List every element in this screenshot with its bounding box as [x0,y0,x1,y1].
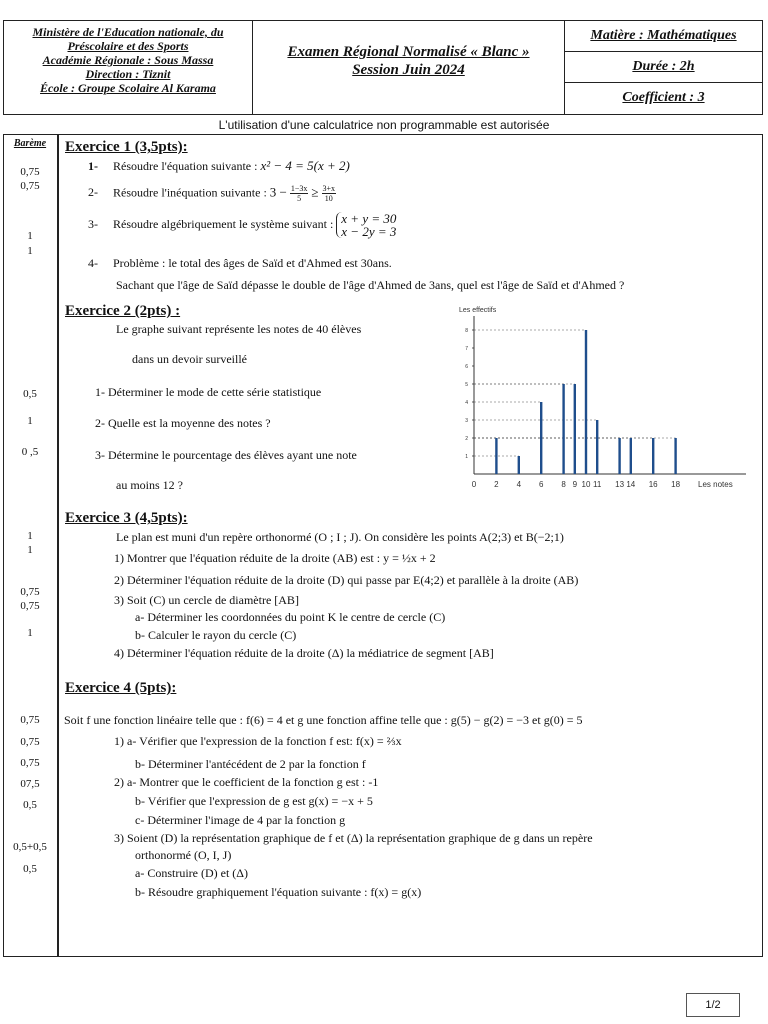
ex1-question-3 [88,212,396,238]
system-equation-2: x − 2y = 3 [341,224,397,239]
institution-box [3,20,253,115]
mark: 1 [27,544,33,556]
fraction-denominator: 10 [324,194,333,203]
inequality-sign: ≥ [311,184,319,200]
mark: 0,75 [20,586,40,598]
ex3-intro: Le plan est muni d'un repère orthonormé (O ; I ; J). On considère les points A(2;3) et B(−2;1) [116,530,564,544]
ex4-question-1b: b- Déterminer l'antécédent de 2 par la fonction f [135,757,366,771]
y-tick-labels [465,328,474,460]
institution-line: Ministère de l'Education nationale, du [32,25,224,39]
ex4-question-1a: 1) a- Vérifier que l'expression de la fonction f est: f(x) = ⅔x [114,734,402,748]
duration-cell [565,52,762,83]
question-text: Résoudre l'inéquation suivante : [113,185,267,200]
mark: 07,5 [20,778,40,790]
x-tick-label: 6 [538,480,544,489]
mark: 0,75 [20,714,40,726]
x-tick-label: 2 [494,480,499,489]
coefficient-label: Coefficient : 3 [622,90,705,105]
mark: 0,5 [23,863,37,875]
ex4-question-3a: a- Construire (D) et (Δ) [135,866,249,880]
ex3-question-4: 4) Déterminer l'équation réduite de la droite (Δ) la médiatrice de segment [AB] [114,646,494,660]
duration-label: Durée : 2h [632,59,695,74]
mark: 1 [27,245,33,257]
exam-session: Session Juin 2024 [352,62,465,78]
ex1-question-1 [88,158,350,174]
mark: 0,75 [20,736,40,748]
y-tick-label: 7 [465,346,468,352]
x-tick-label: 13 [615,480,625,489]
ex4-intro: Soit f une fonction linéaire telle que : f(6) = 4 et g une fonction affine telle que : g(5) − g(2) = −3 et g(0) = 5 [64,713,583,727]
ex1-question-2 [88,184,336,203]
exam-title: Examen Régional Normalisé « Blanc » [287,44,530,60]
y-tick-label: 4 [465,400,468,406]
mark: 0 ,5 [21,446,39,458]
mark: 0,75 [20,757,40,769]
ex2-intro-1: Le graphe suivant représente les notes de 40 élèves [116,322,362,336]
exercise-4-title: Exercice 4 (5pts): [65,680,177,696]
mark: 0,75 [20,600,40,612]
question-text: Résoudre l'équation suivante : [113,159,258,173]
subject-cell [565,21,762,52]
x-tick-label: 0 [471,480,477,489]
x-tick-label: 16 [648,480,658,489]
exam-info-box [565,20,763,115]
x-tick-label: 11 [593,480,602,489]
equation-system [336,212,396,238]
ex3-question-3: 3) Soit (C) un cercle de diamètre [AB] [114,593,299,607]
grades-bar-chart [450,302,750,494]
ex1-question-4 [88,256,392,271]
ex2-question-2: 2- Quelle est la moyenne des notes ? [95,416,271,430]
subject-label: Matière : Mathématiques [590,28,737,43]
fraction-numerator: 3+x [322,184,336,193]
ex3-question-3a: a- Déterminer les coordonnées du point K le centre de cercle (C) [135,610,446,624]
x-tick-label: 9 [572,480,578,489]
question-number: 2- [88,185,98,200]
ex4-question-3-cont: orthonormé (O, I, J) [135,848,232,862]
x-tick-label: 14 [626,480,636,489]
mark: 1 [27,230,33,242]
mark: 0,75 [20,166,40,178]
ex1-question-4-cont: Sachant que l'âge de Saïd dépasse le double de l'âge d'Ahmed de 3ans, quel est l'âge de Saïd et d'Ahmed ? [116,278,625,292]
exercise-3-title: Exercice 3 (4,5pts): [65,510,188,526]
ex2-question-1: 1- Déterminer le mode de cette série statistique [95,385,322,399]
x-tick-label: 8 [561,480,566,489]
mark: 0,5 [23,799,37,811]
exercise-2-title: Exercice 2 (2pts) : [65,303,181,319]
y-tick-label: 8 [465,328,468,334]
y-axis-label: Les effectifs [459,307,497,314]
question-text: Problème : le total des âges de Saïd et d'Ahmed est 30ans. [113,256,392,270]
equation: x² − 4 = 5(x + 2) [260,158,350,173]
fraction-denominator: 5 [297,194,302,203]
fraction [290,184,309,203]
y-tick-label: 6 [465,364,468,370]
ex4-question-2b: b- Vérifier que l'expression de g est g(x) = −x + 5 [135,794,373,808]
page-number: 1/2 [686,993,740,1017]
ex4-question-2c: c- Déterminer l'image de 4 par la fonction g [135,813,346,827]
x-axis-label: Les notes [698,480,733,489]
mark: 0,5+0,5 [13,841,47,853]
y-tick-label: 5 [465,382,468,388]
fraction-numerator: 1−3x [290,184,308,193]
x-tick-label: 18 [671,480,681,489]
exam-title-box [253,20,565,115]
mark: 1 [27,627,33,639]
question-text: Résoudre algébriquement le système suivant : [113,216,334,231]
x-tick-label: 10 [581,480,591,489]
bareme-divider [57,134,59,957]
ex3-question-3b: b- Calculer le rayon du cercle (C) [135,628,297,642]
ex4-question-2a: 2) a- Montrer que le coefficient de la fonction g est : -1 [114,775,379,789]
y-tick-label: 1 [465,454,468,460]
mark: 0,75 [20,180,40,192]
ex2-question-3: 3- Détermine le pourcentage des élèves ayant une note [95,448,357,462]
x-tick-labels [472,480,681,489]
mark: 1 [27,530,33,542]
institution-line: Académie Régionale : Sous Massa [42,53,214,67]
question-number: 3- [88,216,98,231]
y-tick-label: 2 [465,436,468,442]
ex3-question-1: 1) Montrer que l'équation réduite de la droite (AB) est : y = ½x + 2 [114,551,436,565]
institution-line: École : Groupe Scolaire Al Karama [40,81,216,95]
question-number: 1- [88,159,98,173]
coefficient-cell [565,83,762,114]
bareme-heading: Barème [13,138,47,149]
question-number: 4- [88,256,98,270]
institution-line: Préscolaire et des Sports [67,39,189,53]
calculator-note: L'utilisation d'une calculatrice non programmable est autorisée [218,118,550,132]
y-tick-label: 3 [465,418,468,424]
ex2-question-3-cont: au moins 12 ? [116,478,183,492]
inequation-part: 3 − [269,184,287,200]
x-tick-label: 4 [516,480,522,489]
exercise-1-title: Exercice 1 (3,5pts): [65,139,188,155]
ex3-question-2: 2) Déterminer l'équation réduite de la droite (D) qui passe par E(4;2) et parallèle à la droite (AB) [114,573,579,587]
system-equation-1: x + y = 30 [341,211,397,226]
mark: 1 [27,415,33,427]
ex4-question-3b: b- Résoudre graphiquement l'équation suivante : f(x) = g(x) [135,885,422,899]
ex4-question-3: 3) Soient (D) la représentation graphique de f et (Δ) la représentation graphique de g dans un repère [114,831,593,845]
institution-line: Direction : Tiznit [85,67,171,81]
mark: 0,5 [23,388,37,400]
fraction [322,184,337,203]
ex2-intro-2: dans un devoir surveillé [132,352,247,366]
